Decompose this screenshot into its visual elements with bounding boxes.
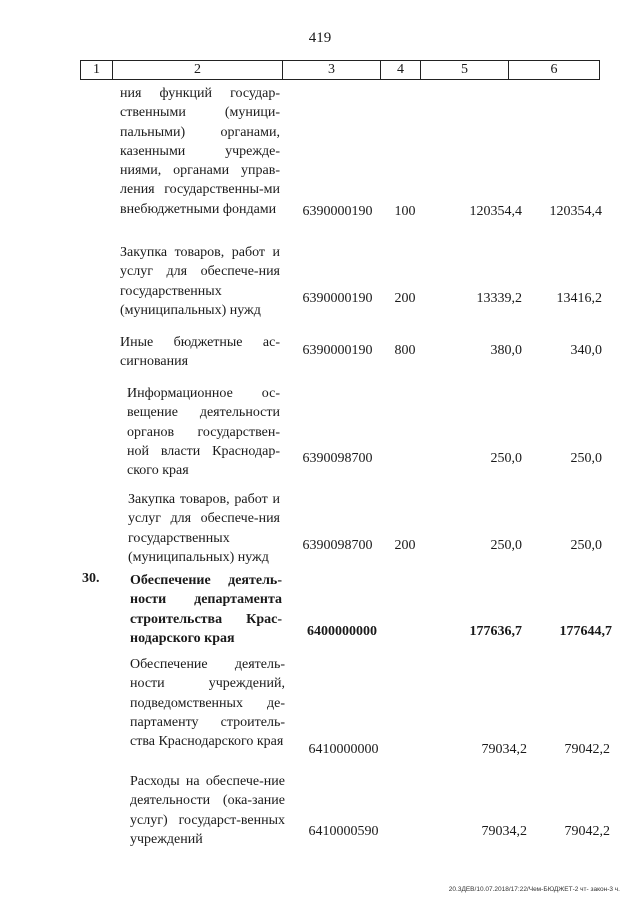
row-name: ния функций государ-ственными (муници-пальными) органами, казенными учрежде-ниями, органами управ-ления государственны-ми внебюджетными фондами xyxy=(120,86,280,217)
row-code: 6390000190 xyxy=(302,204,373,219)
row-code: 6390000190 xyxy=(302,291,373,306)
header-col-2: 2 xyxy=(113,61,283,79)
table-header xyxy=(80,60,600,80)
row-name: Обеспечение деятель-ности учреждений, подведомственных де-партаменту строитель-ства Краснодарского края xyxy=(130,657,285,750)
row-code: 6410000000 xyxy=(308,742,379,757)
row-value-2019: 340,0 xyxy=(570,343,602,358)
row-value-2018: 13339,2 xyxy=(476,291,522,306)
row-value-2018: 250,0 xyxy=(490,538,522,553)
row-value-2019: 79042,2 xyxy=(564,742,610,757)
row-code: 6410000590 xyxy=(308,824,379,839)
header-col-6: 6 xyxy=(550,62,558,77)
row-code: 6400000000 xyxy=(307,624,377,639)
row-code: 6390098700 xyxy=(302,451,373,466)
row-name: Закупка товаров, работ и услуг для обеспече-ния государственных (муниципальных) нужд xyxy=(120,245,280,318)
row-value-2019: 79042,2 xyxy=(564,824,610,839)
row-value-2019: 250,0 xyxy=(570,451,602,466)
footer-print-mark: 20.3ДЕВ/10.07.2018/17:22/Чем-БЮДЖЕТ-2 чт- закон-3 ч. xyxy=(448,886,620,893)
row-vr: 200 xyxy=(394,538,416,553)
header-col-4: 4 xyxy=(381,61,421,79)
row-value-2018: 250,0 xyxy=(490,451,522,466)
row-value-2019: 177644,7 xyxy=(559,624,612,639)
row-vr: 100 xyxy=(394,204,416,219)
row-value-2018: 177636,7 xyxy=(469,624,522,639)
row-code: 6390098700 xyxy=(302,538,373,553)
section-number: 30. xyxy=(82,571,100,586)
row-name: Информационное ос-вещение деятельности органов государствен-ной власти Краснодар-ского края xyxy=(127,386,280,479)
row-name: Обеспечение деятель-ности департамента строительства Крас-нодарского края xyxy=(130,573,282,646)
row-name: Расходы на обеспече-ние деятельности (ока-зание услуг) государст-венных учреждений xyxy=(130,774,285,847)
row-name: Иные бюджетные ас-сигнования xyxy=(120,335,280,370)
row-value-2019: 250,0 xyxy=(570,538,602,553)
row-value-2019: 120354,4 xyxy=(549,204,602,219)
row-vr: 800 xyxy=(394,343,416,358)
row-value-2018: 79034,2 xyxy=(481,742,527,757)
row-name: Закупка товаров, работ и услуг для обеспече-ния государственных (муниципальных) нужд xyxy=(128,492,280,565)
page-number: 419 xyxy=(308,30,332,46)
row-vr: 200 xyxy=(394,291,416,306)
row-value-2018: 380,0 xyxy=(490,343,522,358)
row-value-2019: 13416,2 xyxy=(556,291,602,306)
row-value-2018: 120354,4 xyxy=(469,204,522,219)
row-value-2018: 79034,2 xyxy=(481,824,527,839)
header-col-3: 3 xyxy=(283,61,381,79)
header-col-5: 5 xyxy=(421,61,509,79)
row-code: 6390000190 xyxy=(302,343,373,358)
header-col-1: 1 xyxy=(81,61,113,79)
